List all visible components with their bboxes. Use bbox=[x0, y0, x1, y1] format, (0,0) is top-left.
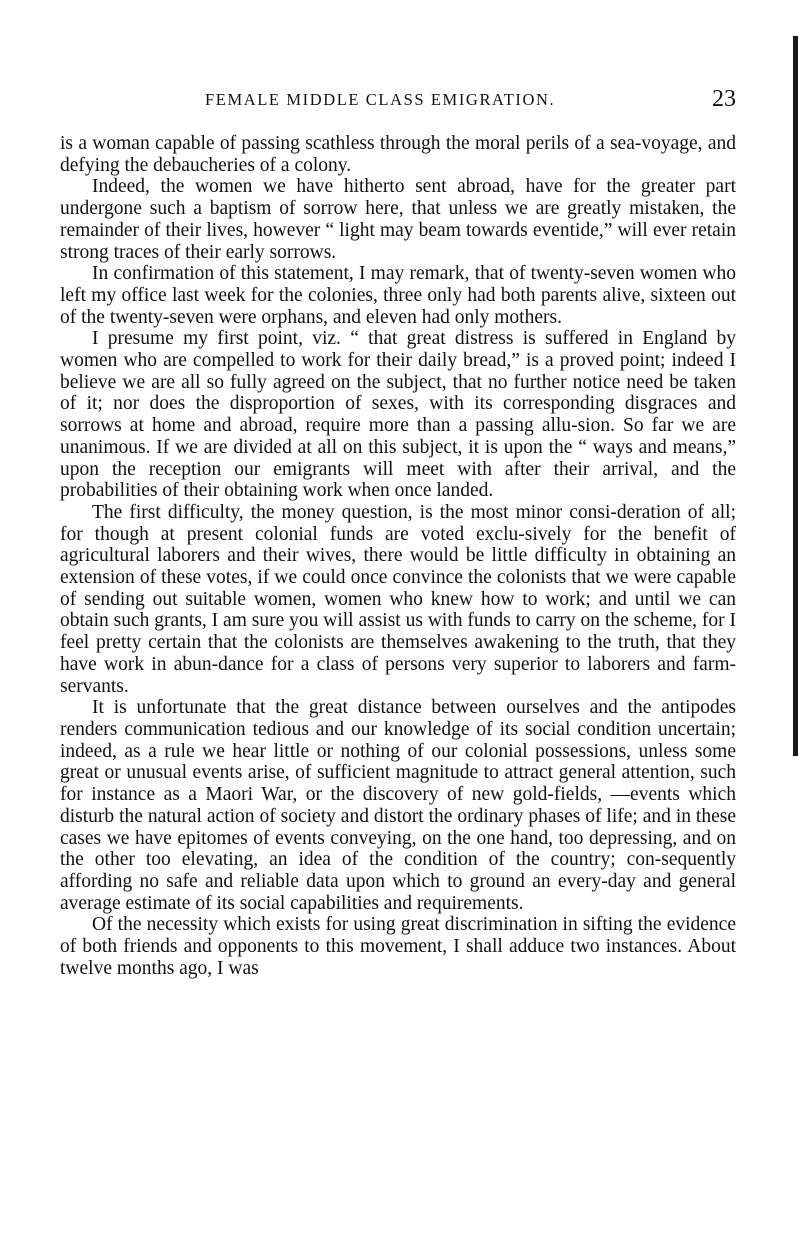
page-header bbox=[60, 88, 736, 114]
page-edge-shadow bbox=[793, 36, 798, 756]
paragraph: I presume my first point, viz. “ that great distress is suffered in England by women who are compelled to work for their daily bread,” is a proved point; indeed I believe we are all so fully agreed on the subject, that no further notice need be taken of it; nor does the disproportion of sexes, with its corresponding disgraces and sorrows at home and abroad, require more than a passing allu-sion. So far we are unanimous. If we are divided at all on this subject, it is upon the “ ways and means,” upon the reception our emigrants will meet with after their arrival, and the probabilities of their obtaining work when once landed. bbox=[60, 328, 736, 502]
paragraph: Of the necessity which exists for using great discrimination in sifting the evidence of both friends and opponents to this movement, I shall adduce two instances. About twelve months ago, I was bbox=[60, 914, 736, 979]
paragraph: Indeed, the women we have hitherto sent abroad, have for the greater part undergone such a baptism of sorrow here, that unless we are greatly mistaken, the remainder of their lives, however “ light may beam towards eventide,” will ever retain strong traces of their early sorrows. bbox=[60, 176, 736, 263]
paragraph: The first difficulty, the money question, is the most minor consi-deration of all; for though at present colonial funds are voted exclu-sively for the benefit of agricultural laborers and their wives, there would be little difficulty in obtaining an extension of these votes, if we could once convince the colonists that we were capable of sending out suitable women, women who knew how to work; and until we can obtain such grants, I am sure you will assist us with funds to carry on the scheme, for I feel pretty certain that the colonists are themselves awakening to the truth, that they have work in abun-dance for a class of persons very superior to laborers and farm-servants. bbox=[60, 501, 736, 697]
running-title: FEMALE MIDDLE CLASS EMIGRATION. bbox=[205, 90, 556, 109]
paragraph: It is unfortunate that the great distance between ourselves and the antipodes renders communication tedious and our knowledge of its social condition uncertain; indeed, as a rule we hear little or nothing of our colonial possessions, unless some great or unusual events arise, of sufficient magnitude to attract general attention, such for instance as a Maori War, or the discovery of new gold-fields, —events which disturb the natural action of society and distort the ordinary phases of life; and in these cases we have epitomes of events conveying, on the one hand, too depressing, and on the other too elevating, an idea of the condition of the country; con-sequently affording no safe and reliable data upon which to ground an every-day and general average estimate of its social capabilities and requirements. bbox=[60, 697, 736, 914]
paragraph: In confirmation of this statement, I may remark, that of twenty-seven women who left my office last week for the colonies, three only had both parents alive, sixteen out of the twenty-seven were orphans, and eleven had only mothers. bbox=[60, 263, 736, 328]
page-number: 23 bbox=[712, 86, 736, 112]
paragraph-continued: is a woman capable of passing scathless through the moral perils of a sea-voyage, and defying the debaucheries of a colony. bbox=[60, 133, 736, 176]
body-text bbox=[60, 133, 736, 979]
